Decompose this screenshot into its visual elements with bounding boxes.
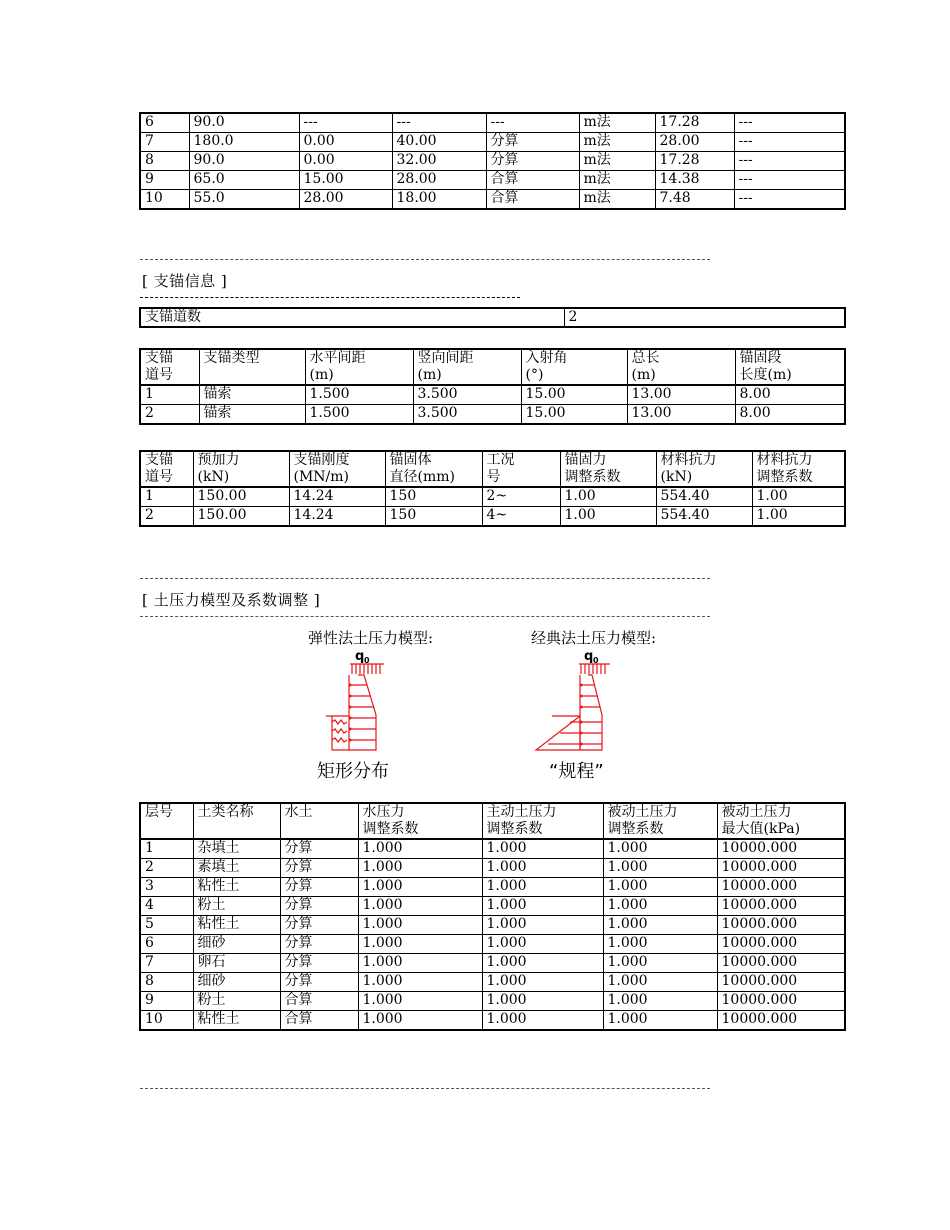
table-cell: 粉土: [193, 897, 280, 916]
table-row: [140, 935, 845, 954]
header-cell: [140, 803, 193, 839]
table-cell: 细砂: [193, 935, 280, 954]
header-line: 预加力: [197, 452, 240, 468]
header-row: [140, 349, 845, 385]
table-cell: 1.000: [482, 973, 603, 992]
table-cell: 1.000: [603, 916, 717, 935]
classic-caption: “规程”: [549, 761, 604, 782]
header-line: 道号: [145, 367, 173, 383]
table-cell: 10000.000: [717, 992, 845, 1011]
table-cell: 粉土: [193, 992, 280, 1011]
table-cell: 1.000: [603, 859, 717, 878]
table-cell: 1.000: [482, 839, 603, 859]
table-row: [140, 171, 845, 190]
header-line: (m): [417, 367, 442, 383]
classic-model-title: 经典法土压力模型:: [531, 629, 657, 647]
header-line: [198, 821, 276, 838]
table-cell: 1.00: [752, 507, 845, 527]
table-cell: ---: [486, 113, 579, 133]
table-cell: 90.0: [189, 113, 299, 133]
table-cell: 粘性土: [193, 878, 280, 897]
anchor-section-title: [ 支锚信息 ]: [142, 272, 228, 290]
header-cell: [140, 349, 199, 385]
table-row: [140, 839, 845, 859]
header-line: 水平间距: [309, 350, 366, 366]
table-cell: 分算: [280, 935, 358, 954]
header-line: 锚固体: [389, 452, 432, 468]
table-cell: 180.0: [189, 133, 299, 152]
table-cell: 28.00: [299, 190, 392, 210]
anchor-table2-wrap: [139, 450, 846, 527]
table-cell: 1.00: [560, 507, 656, 527]
table-cell: 1: [140, 487, 193, 507]
divider-4: [140, 616, 710, 617]
table-cell: 1.000: [603, 973, 717, 992]
header-line: 长度(m): [739, 367, 792, 383]
elastic-caption: 矩形分布: [317, 761, 389, 782]
table-cell: 150: [385, 507, 482, 527]
table-cell: 细砂: [193, 973, 280, 992]
table-cell: 14.24: [289, 487, 385, 507]
anchor-count-table: [139, 307, 846, 328]
table-row: [140, 113, 845, 133]
table-cell: m法: [579, 133, 655, 152]
header-line: (°): [525, 367, 544, 383]
table-cell: 10: [140, 190, 189, 210]
table-cell: 1.000: [482, 954, 603, 973]
header-cell: [193, 451, 289, 487]
table-cell: 合算: [486, 171, 579, 190]
table-cell: 13.00: [627, 405, 735, 425]
table-cell: 5: [140, 916, 193, 935]
table-cell: 分算: [280, 973, 358, 992]
table-cell: 1.000: [482, 992, 603, 1011]
table-cell: 28.00: [655, 133, 734, 152]
elastic-q-sub: 0: [364, 656, 370, 665]
header-cell: [656, 451, 752, 487]
header-line: 主动土压力: [486, 804, 557, 820]
header-cell: [305, 349, 413, 385]
header-line: [145, 821, 189, 838]
table-cell: 10000.000: [717, 916, 845, 935]
earth-section-title: [ 土压力模型及系数调整 ]: [142, 591, 321, 609]
elastic-q-label: q: [355, 649, 365, 664]
table-cell: 10000.000: [717, 954, 845, 973]
table-cell: 65.0: [189, 171, 299, 190]
table-cell: 4~: [482, 507, 560, 527]
table-cell: 1.000: [603, 992, 717, 1011]
table-cell: 1.000: [358, 954, 482, 973]
table-cell: ---: [734, 152, 845, 171]
table-cell: ---: [734, 113, 845, 133]
header-cell: [603, 803, 717, 839]
table-cell: 150.00: [193, 507, 289, 527]
table-cell: 分算: [486, 152, 579, 171]
table-cell: 2~: [482, 487, 560, 507]
header-line: 调整系数: [564, 469, 621, 485]
table-cell: 1.000: [358, 1011, 482, 1031]
table-cell: 1.000: [603, 1011, 717, 1031]
table-row: [140, 859, 845, 878]
header-line: 锚固力: [564, 452, 607, 468]
table-cell: 1: [140, 385, 199, 405]
table-cell: 1.000: [358, 992, 482, 1011]
anchor-count-label: 支锚道数: [140, 308, 564, 327]
header-cell: [482, 451, 560, 487]
table-cell: 17.28: [655, 113, 734, 133]
header-line: 被动土压力: [607, 804, 678, 820]
anchor-count-wrap: [139, 307, 846, 328]
divider-3: [140, 578, 710, 579]
table-row: [140, 190, 845, 210]
table-cell: 14.38: [655, 171, 734, 190]
header-row: [140, 451, 845, 487]
table-row: [140, 487, 845, 507]
table-cell: 1.000: [482, 916, 603, 935]
anchor-table-1: [139, 348, 846, 425]
table-cell: 1.000: [358, 878, 482, 897]
table-cell: 1.000: [603, 954, 717, 973]
header-cell: [482, 803, 603, 839]
header-line: 工况: [486, 452, 515, 468]
table-cell: 10000.000: [717, 897, 845, 916]
table-cell: m法: [579, 113, 655, 133]
earth-table-wrap: [139, 802, 846, 1031]
header-line: 支锚: [145, 350, 173, 366]
table-cell: 分算: [280, 954, 358, 973]
table-cell: m法: [579, 171, 655, 190]
header-cell: [280, 803, 358, 839]
table-cell: ---: [734, 133, 845, 152]
table-cell: 17.28: [655, 152, 734, 171]
header-cell: [140, 451, 193, 487]
table-cell: 2: [140, 405, 199, 425]
table-cell: ---: [299, 113, 392, 133]
table-row: [140, 405, 845, 425]
table-cell: 150: [385, 487, 482, 507]
anchor-table1-wrap: [139, 348, 846, 425]
table-cell: 18.00: [392, 190, 486, 210]
header-line: 调整系数: [756, 469, 813, 485]
table-cell: 32.00: [392, 152, 486, 171]
table-cell: 10000.000: [717, 839, 845, 859]
elastic-model-title: 弹性法土压力模型:: [308, 629, 434, 647]
table-cell: 2: [140, 507, 193, 527]
table-cell: 14.24: [289, 507, 385, 527]
table-cell: 1.000: [358, 973, 482, 992]
table-cell: 1.000: [482, 1011, 603, 1031]
header-line: (kN): [197, 469, 230, 485]
table-cell: 40.00: [392, 133, 486, 152]
table-cell: 8.00: [735, 385, 845, 405]
table-cell: 分算: [280, 859, 358, 878]
table-cell: 15.00: [521, 385, 627, 405]
header-cell: [199, 349, 305, 385]
header-line: 材料抗力: [660, 452, 717, 468]
table-cell: 锚索: [199, 385, 305, 405]
header-line: 道号: [145, 469, 173, 485]
header-line: 被动土压力: [721, 804, 792, 820]
table-cell: 10000.000: [717, 859, 845, 878]
table-cell: 分算: [486, 133, 579, 152]
classic-q-label: q: [584, 649, 594, 664]
table-cell: 1.00: [752, 487, 845, 507]
table-cell: 9: [140, 992, 193, 1011]
table-row: [140, 973, 845, 992]
table-row: [140, 916, 845, 935]
table-cell: 3.500: [413, 385, 521, 405]
table-cell: 粘性土: [193, 1011, 280, 1031]
header-cell: [358, 803, 482, 839]
table-cell: 杂填土: [193, 839, 280, 859]
table-row: [140, 385, 845, 405]
table-cell: 1.000: [482, 878, 603, 897]
table-cell: 55.0: [189, 190, 299, 210]
soil-table-tail-wrap: [139, 112, 846, 210]
header-cell: [560, 451, 656, 487]
header-cell: [289, 451, 385, 487]
anchor-table-2: [139, 450, 846, 527]
anchor-count-value: 2: [564, 308, 845, 327]
table-cell: 28.00: [392, 171, 486, 190]
table-row: [140, 954, 845, 973]
header-cell: [752, 451, 845, 487]
table-cell: 1.000: [358, 916, 482, 935]
table-cell: 3: [140, 878, 193, 897]
header-cell: [717, 803, 845, 839]
header-line: 材料抗力: [756, 452, 813, 468]
header-line: 支锚类型: [203, 350, 260, 366]
table-row: [140, 1011, 845, 1031]
table-cell: m法: [579, 190, 655, 210]
header-line: 支锚刚度: [293, 452, 350, 468]
table-row: [140, 152, 845, 171]
header-cell: [627, 349, 735, 385]
table-cell: 8: [140, 152, 189, 171]
divider-1: [140, 259, 710, 260]
table-cell: 1.000: [358, 839, 482, 859]
table-cell: 卵石: [193, 954, 280, 973]
table-cell: 9: [140, 171, 189, 190]
table-cell: 合算: [280, 992, 358, 1011]
table-cell: 1.000: [603, 897, 717, 916]
earth-coefficient-table: [139, 802, 846, 1031]
table-cell: 2: [140, 859, 193, 878]
header-line: 号: [486, 469, 501, 485]
table-cell: 粘性土: [193, 916, 280, 935]
header-cell: [193, 803, 280, 839]
header-line: 直径(mm): [389, 469, 455, 485]
table-cell: 1.000: [603, 839, 717, 859]
table-cell: 1.000: [603, 935, 717, 954]
table-cell: 1.000: [358, 897, 482, 916]
table-cell: 8: [140, 973, 193, 992]
header-line: 土类名称: [197, 804, 254, 820]
header-line: 总长: [631, 350, 660, 366]
header-line: 调整系数: [486, 821, 543, 837]
table-cell: 15.00: [299, 171, 392, 190]
header-row: [140, 803, 845, 839]
header-line: 调整系数: [607, 821, 664, 837]
table-cell: 1.000: [482, 897, 603, 916]
table-cell: 素填土: [193, 859, 280, 878]
table-cell: ---: [734, 171, 845, 190]
table-cell: 0.00: [299, 152, 392, 171]
table-row: [140, 133, 845, 152]
table-cell: 7: [140, 133, 189, 152]
table-row: [140, 878, 845, 897]
table-cell: 1.000: [482, 935, 603, 954]
header-cell: [413, 349, 521, 385]
table-cell: 分算: [280, 916, 358, 935]
table-cell: 6: [140, 113, 189, 133]
soil-table-tail: [139, 112, 846, 210]
header-line: 水压力: [362, 804, 405, 820]
header-line: 入射角: [525, 350, 568, 366]
table-cell: 150.00: [193, 487, 289, 507]
header-line: 调整系数: [362, 821, 419, 837]
classic-q-sub: 0: [593, 656, 599, 665]
table-cell: 1.00: [560, 487, 656, 507]
table-row: [140, 897, 845, 916]
table-cell: 15.00: [521, 405, 627, 425]
header-line: 最大值(kPa): [721, 821, 801, 837]
header-line: [285, 821, 354, 838]
table-cell: 1: [140, 839, 193, 859]
table-cell: 合算: [486, 190, 579, 210]
header-line: (kN): [660, 469, 693, 485]
header-line: (MN/m): [293, 469, 350, 485]
header-line: (m): [631, 367, 656, 383]
table-cell: 合算: [280, 1011, 358, 1031]
header-line: 竖向间距: [417, 350, 474, 366]
header-cell: [521, 349, 627, 385]
table-cell: 1.000: [482, 859, 603, 878]
header-line: 水土: [284, 804, 313, 820]
table-cell: 10000.000: [717, 935, 845, 954]
table-cell: 1.000: [358, 935, 482, 954]
table-cell: 554.40: [656, 487, 752, 507]
table-cell: 0.00: [299, 133, 392, 152]
table-cell: 1.000: [358, 859, 482, 878]
header-line: 锚固段: [739, 350, 782, 366]
table-cell: 锚索: [199, 405, 305, 425]
table-row: [140, 992, 845, 1011]
table-cell: 13.00: [627, 385, 735, 405]
table-cell: 1.000: [603, 878, 717, 897]
table-row: [140, 507, 845, 527]
table-cell: 1.500: [305, 405, 413, 425]
table-cell: 10000.000: [717, 1011, 845, 1031]
table-cell: ---: [734, 190, 845, 210]
table-cell: 7.48: [655, 190, 734, 210]
table-cell: 10000.000: [717, 973, 845, 992]
table-cell: 10000.000: [717, 878, 845, 897]
header-cell: [385, 451, 482, 487]
table-cell: 分算: [280, 878, 358, 897]
table-cell: 8.00: [735, 405, 845, 425]
header-cell: [735, 349, 845, 385]
table-cell: 4: [140, 897, 193, 916]
table-cell: 90.0: [189, 152, 299, 171]
table-cell: 6: [140, 935, 193, 954]
table-cell: ---: [392, 113, 486, 133]
header-line: 层号: [145, 804, 173, 820]
table-cell: 1.500: [305, 385, 413, 405]
header-line: 支锚: [145, 452, 173, 468]
header-line: (m): [309, 367, 334, 383]
table-cell: 3.500: [413, 405, 521, 425]
divider-5: [140, 1088, 710, 1089]
table-cell: 分算: [280, 897, 358, 916]
header-line: [204, 367, 301, 384]
table-cell: 7: [140, 954, 193, 973]
table-cell: 分算: [280, 839, 358, 859]
table-cell: 554.40: [656, 507, 752, 527]
divider-2: [140, 297, 520, 298]
table-cell: m法: [579, 152, 655, 171]
table-cell: 10: [140, 1011, 193, 1031]
